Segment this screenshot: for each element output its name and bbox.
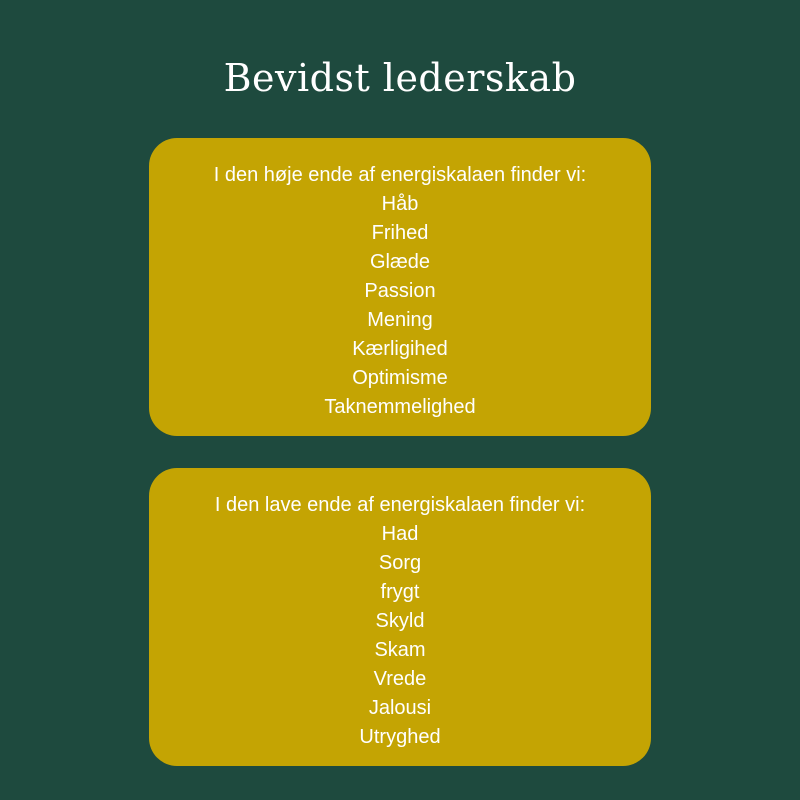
high-energy-item: Optimisme xyxy=(352,367,448,389)
low-energy-heading: I den lave ende af energiskalaen finder vi: xyxy=(214,494,586,516)
high-energy-item: Glæde xyxy=(369,251,431,273)
high-energy-heading: I den høje ende af energiskalaen finder vi: xyxy=(213,164,587,186)
high-energy-item: Taknemmelighed xyxy=(324,396,476,418)
low-energy-item: Had xyxy=(381,523,419,545)
low-energy-item: Vrede xyxy=(373,668,427,690)
high-energy-item: Kærligihed xyxy=(352,338,448,360)
low-energy-item: Jalousi xyxy=(368,697,432,719)
high-energy-item: Passion xyxy=(364,280,436,302)
low-energy-item: Sorg xyxy=(378,552,422,574)
high-energy-item: Frihed xyxy=(371,222,429,244)
low-energy-item: frygt xyxy=(380,581,420,603)
high-energy-box xyxy=(149,138,651,436)
low-energy-item: Skam xyxy=(374,639,426,661)
page-title: Bevidst lederskab xyxy=(223,56,577,100)
low-energy-item: Utryghed xyxy=(359,726,441,748)
high-energy-item: Håb xyxy=(381,193,419,215)
low-energy-item: Skyld xyxy=(375,610,425,632)
high-energy-item: Mening xyxy=(367,309,433,331)
low-energy-box xyxy=(149,468,651,766)
